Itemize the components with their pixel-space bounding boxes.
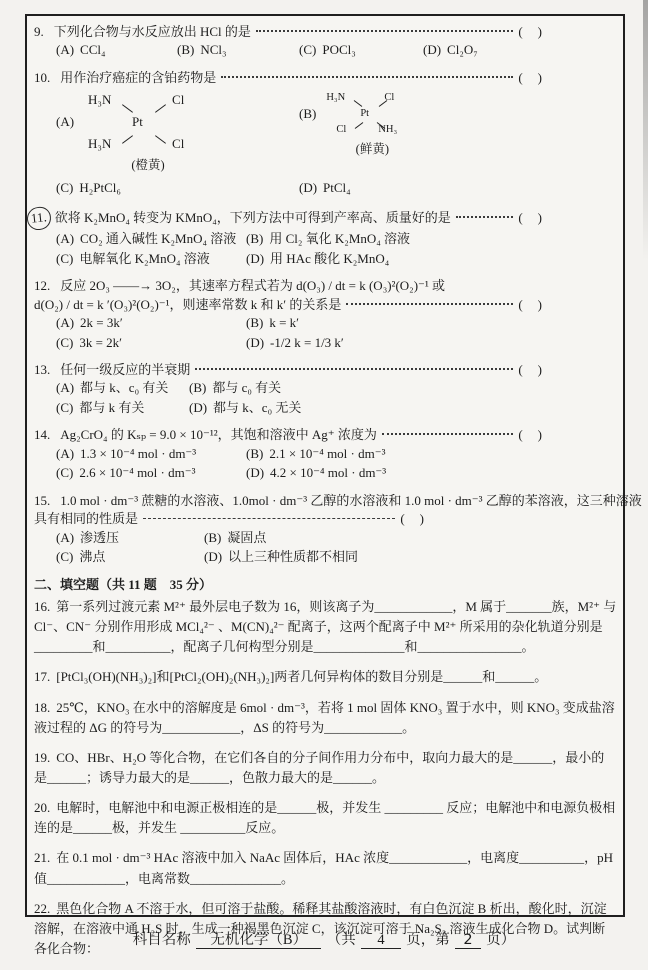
- question-number: 20.: [34, 800, 51, 816]
- option-text: 用 HAc 酸化 K₂MnO₄: [270, 250, 390, 266]
- option-text: NCl₃: [200, 42, 227, 58]
- option-b: [189, 379, 623, 397]
- option-text: -1/2 k = 1/3 k′: [270, 334, 344, 350]
- option-text: 2.1 × 10⁻⁴ mol · dm⁻³: [269, 445, 386, 461]
- option-text: k = k′: [269, 315, 300, 331]
- question-number: 9.: [34, 24, 44, 39]
- option-b-structure: [299, 91, 418, 179]
- question-text: 在 0.1 mol · dm⁻³ HAc 溶液中加入 NaAc 固体后，HAc 浓度____________，电离度__________，pH 值____________，电离常数______________。: [34, 850, 613, 886]
- option-a: [56, 379, 189, 397]
- option-label: (D): [246, 465, 265, 481]
- option-label: (B): [204, 529, 222, 545]
- option-text: CCl₄: [80, 42, 106, 58]
- question-number: 16.: [34, 598, 51, 614]
- question-18: [34, 698, 623, 738]
- option-text: 都与 k、c₀ 无关: [213, 399, 302, 415]
- question-number: 13.: [34, 361, 51, 377]
- option-c: [56, 179, 299, 197]
- ligand-label: Cl: [172, 136, 185, 152]
- option-b: [246, 314, 623, 332]
- option-label: (C): [56, 250, 74, 266]
- dotted-leader: [346, 303, 513, 305]
- option-label: (C): [56, 549, 74, 565]
- option-label: (D): [299, 180, 318, 196]
- question-text: 电解时，电解池中和电源正极相连的是______极，并发生 _________ 反应；电解池中和电源负极相连的是______极，并发生 __________反应。: [34, 800, 616, 836]
- dotted-leader: [456, 216, 514, 218]
- option-label: (A): [56, 529, 75, 545]
- option-label: (D): [189, 399, 208, 415]
- color-caption: (橙黄): [131, 158, 165, 173]
- page-footer: [0, 928, 648, 949]
- question-number: 17.: [34, 669, 51, 685]
- option-c: [299, 41, 423, 59]
- option-a: [56, 445, 246, 463]
- option-label: (A): [56, 445, 75, 461]
- option-label: (C): [299, 42, 317, 58]
- option-d: [246, 464, 623, 482]
- question-number: 12.: [34, 278, 51, 294]
- option-label: (C): [56, 180, 74, 196]
- option-text: 凝固点: [227, 529, 267, 545]
- question-14: [34, 426, 623, 482]
- option-label: (B): [299, 106, 317, 122]
- option-d: [423, 41, 623, 59]
- question-stem-line2: 具有相同的性质是: [34, 511, 139, 527]
- question-stem-line1: 1.0 mol · dm⁻³ 蔗糖的水溶液、1.0mol · dm⁻³ 乙醇的水溶液和 1.0 mol · dm⁻³ 乙醇的苯溶液，这三种溶液: [60, 492, 642, 508]
- option-label: (D): [423, 42, 442, 58]
- question-19: [34, 748, 623, 788]
- option-label: (C): [56, 334, 74, 350]
- option-text: 都与 k、c₀ 有关: [80, 380, 169, 396]
- option-text: 都与 k 有关: [79, 399, 145, 415]
- answer-bracket: ( ): [518, 69, 543, 85]
- option-label: (C): [56, 399, 74, 415]
- answer-bracket: ( ): [518, 209, 543, 225]
- pages-prefix: （共: [326, 932, 356, 948]
- question-number: 14.: [34, 427, 51, 443]
- answer-bracket: ( ): [518, 361, 543, 377]
- question-10: [34, 69, 623, 198]
- question-stem: 下列化合物与水反应放出 HCl 的是: [53, 24, 251, 39]
- option-label: (B): [246, 231, 264, 247]
- question-stem: 任何一级反应的半衰期: [60, 361, 191, 377]
- ligand-label: NH₃: [378, 124, 398, 136]
- option-b: [204, 529, 623, 547]
- option-d: [246, 334, 623, 352]
- question-12: [34, 277, 623, 352]
- trans-platin-structure-diagram: [326, 91, 418, 161]
- option-c: [56, 250, 246, 268]
- option-c: [56, 334, 246, 352]
- structure-options: [56, 91, 623, 179]
- option-text: 2.6 × 10⁻⁴ mol · dm⁻³: [79, 465, 196, 481]
- subject-name-value: 无机化学（B）: [196, 932, 321, 949]
- option-label: (A): [56, 114, 75, 130]
- option-c: [56, 464, 246, 482]
- question-15: [34, 492, 642, 567]
- question-number: 19.: [34, 749, 51, 765]
- option-c: [56, 399, 189, 417]
- bond-line: [122, 136, 133, 145]
- question-20: [34, 798, 623, 838]
- option-label: (B): [189, 380, 207, 396]
- dotted-leader: [195, 368, 513, 370]
- question-stem: 用作治疗癌症的含铂药物是: [60, 69, 217, 85]
- pages-suffix: 页）: [486, 932, 516, 948]
- question-number: 15.: [34, 492, 51, 508]
- option-label: (C): [56, 465, 74, 481]
- option-a: [56, 230, 246, 248]
- question-text: 第一系列过渡元素 M²⁺ 最外层电子数为 16，则该离子为____________，M 属于_______族，M²⁺ 与 Cl⁻、CN⁻ 分别作用形成 MCl₄²⁻ 、M(CN)₄²⁻ 配离子，这两个配离子中 M²⁺ 所采用的杂化轨道分别是_________和__________，配离子几何构型分别是______________和________________。: [34, 598, 617, 655]
- question-text: CO、HBr、H₂O 等化合物，在它们各自的分子间作用力分布中，取向力最大的是______，最小的是______；诱导力最大的是______，色散力最大的是______。: [34, 749, 605, 785]
- option-text: CO₂ 通入碱性 K₂MnO₄ 溶液: [80, 231, 237, 247]
- option-d: [189, 399, 623, 417]
- answer-bracket: ( ): [518, 427, 543, 443]
- question-text: 黑色化合物 A 不溶于水，但可溶于盐酸。稀释其盐酸溶液时，有白色沉淀 B 析出，酸化时，沉淀溶解，在溶液中通 H₂S 时，生成一种褐黑色沉淀 C，该沉淀可溶于 Na₂S₂ 溶液生成化合物 D。试判断各化合物：: [34, 900, 607, 956]
- question-11: [30, 207, 623, 268]
- option-text: POCl₃: [322, 42, 356, 58]
- option-label: (A): [56, 380, 75, 396]
- ligand-label: Cl: [384, 92, 395, 104]
- ligand-label: H₃N: [88, 92, 112, 108]
- handwritten-circle-mark: 11.: [26, 206, 52, 232]
- question-number: 10.: [34, 69, 51, 85]
- scan-artifact: [643, 0, 648, 260]
- question-number: 21.: [34, 850, 51, 866]
- option-label: (D): [246, 334, 265, 350]
- option-label: (B): [177, 42, 195, 58]
- option-label: (D): [246, 250, 265, 266]
- option-text: 以上三种性质都不相同: [228, 549, 359, 565]
- option-label: (B): [246, 315, 264, 331]
- option-d: [204, 548, 623, 566]
- ligand-label: H₃N: [326, 92, 346, 104]
- option-a: [56, 529, 204, 547]
- option-label: (D): [204, 549, 223, 565]
- option-text: 沸点: [79, 549, 106, 565]
- option-text: 电解氧化 K₂MnO₄ 溶液: [79, 250, 210, 266]
- answer-bracket: ( ): [518, 296, 543, 312]
- answer-bracket: ( ): [400, 511, 425, 527]
- option-d: [299, 179, 623, 197]
- question-number: 22.: [34, 900, 51, 916]
- pages-mid: 页，第: [406, 932, 450, 948]
- option-a: [56, 314, 246, 332]
- option-text: 4.2 × 10⁻⁴ mol · dm⁻³: [270, 465, 387, 481]
- option-a: [56, 41, 177, 59]
- question-21: [34, 848, 623, 888]
- bond-line: [155, 136, 166, 145]
- option-text: 1.3 × 10⁻⁴ mol · dm⁻³: [80, 445, 197, 461]
- option-text: 3k = 2k′: [79, 334, 123, 350]
- option-label: (A): [56, 42, 75, 58]
- question-text: 25℃，KNO₃ 在水中的溶解度是 6mol · dm⁻³，若将 1 mol 固体 KNO₃ 置于水中，则 KNO₃ 变成盐溶液过程的 ΔG 的符号为____________，ΔS 的符号为____________。: [34, 699, 615, 735]
- dashed-leader: [143, 518, 395, 519]
- option-c: [56, 548, 204, 566]
- ligand-label: Cl: [172, 92, 185, 108]
- ligand-label: H₃N: [88, 136, 112, 152]
- option-a-structure: [56, 91, 299, 179]
- bond-line: [355, 122, 364, 129]
- bond-line: [122, 105, 133, 114]
- question-stem-line1: 反应 2O₃ ——→ 3O₂，其速率方程式若为 d(O₃) / dt = k (O₃)²(O₂)⁻¹ 或: [60, 278, 446, 294]
- option-b: [177, 41, 299, 59]
- question-stem: Ag₂CrO₄ 的 Kₛₚ = 9.0 × 10⁻¹²，其饱和溶液中 Ag⁺ 浓度为: [60, 427, 377, 443]
- option-b: [246, 230, 623, 248]
- cis-platin-structure-diagram: [88, 91, 208, 179]
- question-16: [34, 597, 623, 657]
- total-pages: 4: [361, 932, 400, 949]
- option-text: 渗透压: [80, 529, 120, 545]
- bond-line: [354, 100, 363, 107]
- option-label: (A): [56, 231, 75, 247]
- section-2-header: 二、填空题（共 11 题 35 分）: [34, 576, 213, 592]
- subject-name-label: 科目名称: [132, 932, 191, 948]
- dotted-leader: [221, 76, 513, 78]
- option-b: [246, 445, 623, 463]
- question-17: [34, 667, 623, 687]
- option-label: (B): [246, 445, 264, 461]
- question-text: [PtCl₃(OH)(NH₃)₂]和[PtCl₂(OH)₂(NH₃)₂]两者几何异构体的数目分别是______和______。: [56, 669, 548, 685]
- answer-bracket: ( ): [518, 24, 543, 39]
- option-text: 用 Cl₂ 氧化 K₂MnO₄ 溶液: [269, 231, 411, 247]
- current-page-number: 2: [455, 932, 480, 949]
- option-text: Cl₂O₇: [447, 42, 478, 58]
- bond-line: [155, 105, 166, 114]
- question-stem: 欲将 K₂MnO₄ 转变为 KMnO₄，下列方法中可得到产率高、质量好的是: [54, 209, 451, 225]
- question-stem-line2: d(O₂) / dt = k ′(O₃)²(O₂)⁻¹，则速率常数 k 和 k′ 的关系是: [34, 296, 342, 312]
- dotted-leader: [256, 30, 513, 32]
- option-text: 都与 c₀ 有关: [212, 380, 282, 396]
- option-text: 2k = 3k′: [80, 315, 123, 331]
- question-13: [34, 361, 623, 417]
- option-label: (A): [56, 315, 75, 331]
- option-text: H₂PtCl₆: [79, 180, 121, 196]
- color-caption: (鲜黄): [355, 142, 389, 157]
- option-text: PtCl₄: [323, 180, 351, 196]
- central-atom-label: Pt: [360, 108, 370, 120]
- option-d: [246, 250, 623, 268]
- ligand-label: Cl: [336, 124, 347, 136]
- central-atom-label: Pt: [132, 114, 143, 130]
- question-9: [34, 23, 623, 60]
- dotted-leader: [382, 433, 513, 435]
- question-number: 18.: [34, 699, 51, 715]
